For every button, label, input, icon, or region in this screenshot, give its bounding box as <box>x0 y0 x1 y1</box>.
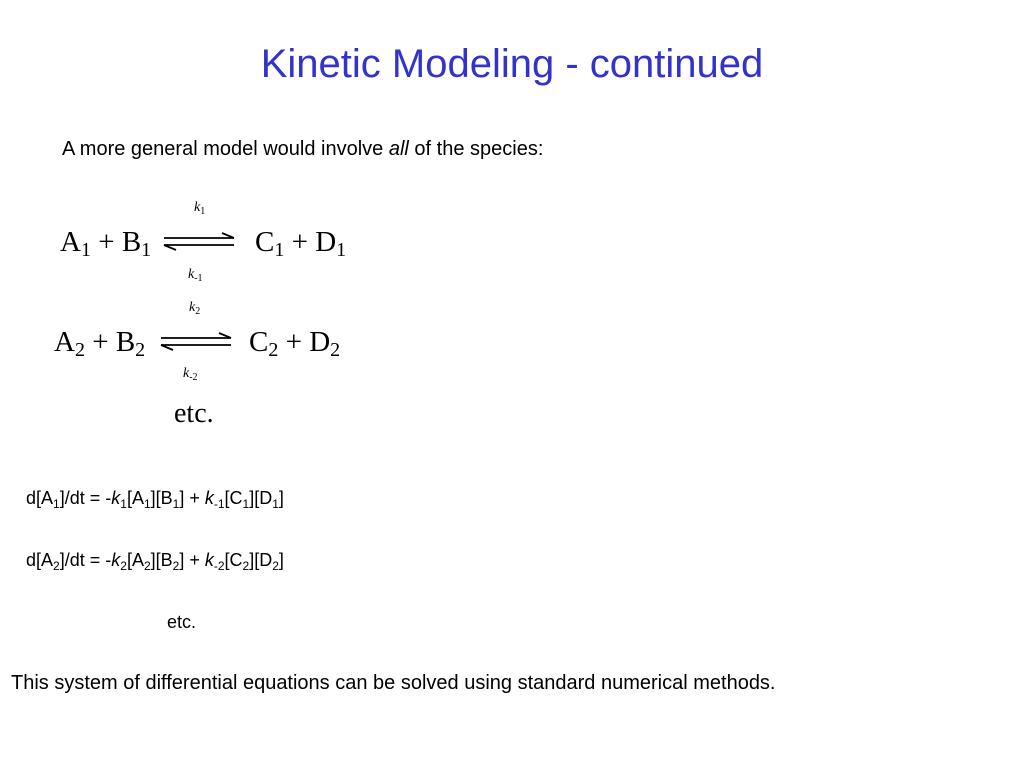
rate-constant-k1: $k_1$ <box>194 200 206 217</box>
reaction-1-reactants: $A_1 + B_1$ <box>60 226 152 261</box>
reactions-etc: etc. <box>174 398 214 429</box>
intro-after: of the species: <box>408 138 544 160</box>
equations-etc: etc. <box>167 612 197 632</box>
intro-before: A more general model would involve <box>62 138 389 160</box>
closing-statement: This system of differential equations can be solved using standard numerical methods. <box>11 672 776 694</box>
rate-equation-2: $d[A_2]/dt = -k_2[A_2][B_2] + k_{-2}[C_2][D_2]$ <box>26 550 284 573</box>
intro-text <box>62 138 543 161</box>
reaction-2-reactants: $A_2 + B_2$ <box>54 326 146 361</box>
equilibrium-arrows-1 <box>160 232 238 252</box>
intro-emphasis: all <box>388 138 409 160</box>
page-title: Kinetic Modeling - continued <box>260 42 764 86</box>
rate-constant-k2: $k_2$ <box>189 300 201 317</box>
rate-equation-1: $d[A_1]/dt = -k_1[A_1][B_1] + k_{-1}[C_1][D_1]$ <box>26 488 284 511</box>
rate-constant-k-minus2: $k_{-2}$ <box>183 366 198 383</box>
equilibrium-arrows-2 <box>157 332 235 352</box>
reaction-1-products: $C_1 + D_1$ <box>255 226 347 261</box>
rate-constant-k-minus1: $k_{-1}$ <box>188 267 203 284</box>
reaction-2-products: $C_2 + D_2$ <box>249 326 341 361</box>
